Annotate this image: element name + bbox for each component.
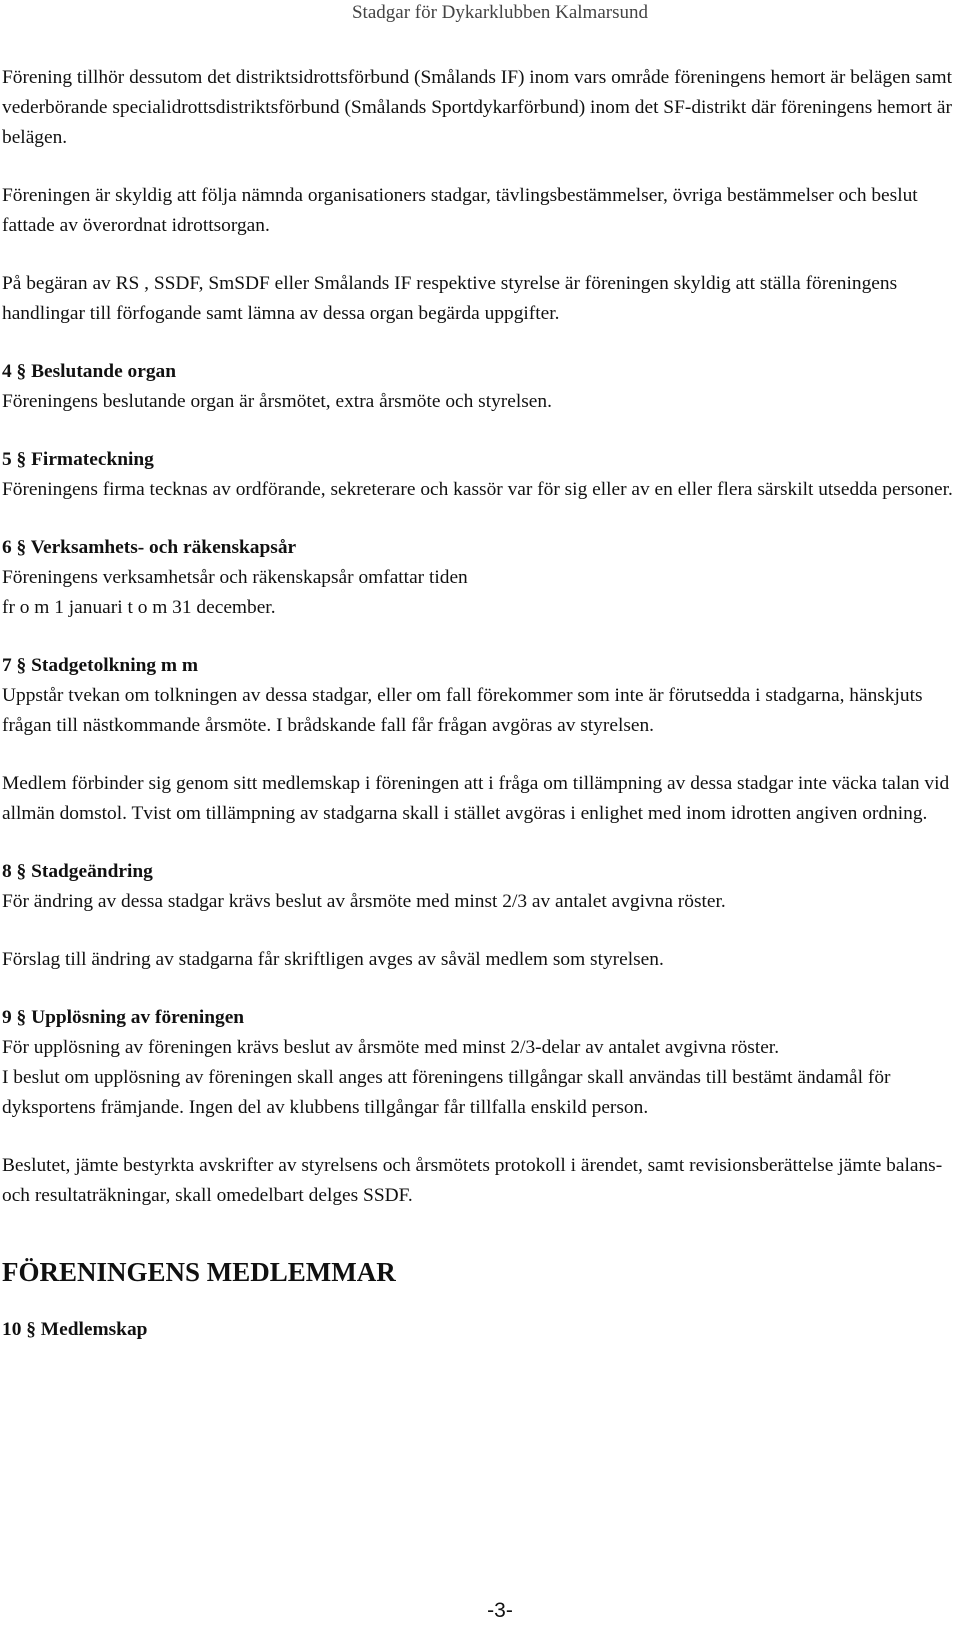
section-6-line-2: fr o m 1 januari t o m 31 december. xyxy=(2,597,276,618)
section-6-line-1: Föreningens verksamhetsår och räkenskapsår omfattar tiden xyxy=(2,567,468,588)
section-7-title: 7 § Stadgetolkning m m xyxy=(2,655,199,676)
section-9-text: För upplösning av föreningen krävs beslut av årsmöte med minst 2/3-delar av antalet avgivna röster. xyxy=(2,1037,780,1058)
section-8-text: För ändring av dessa stadgar krävs beslut av årsmöte med minst 2/3 av antalet avgivna röster. xyxy=(2,891,726,912)
document-body xyxy=(2,63,954,1345)
section-10-title: 10 § Medlemskap xyxy=(2,1319,148,1340)
section-5-title: 5 § Firmateckning xyxy=(2,449,154,470)
paragraph-documents: På begäran av RS , SSDF, SmSDF eller Smålands IF respektive styrelse är föreningen skyldig att ställa föreningens handlingar till förfogande samt lämna av dessa organ begärda uppgifter. xyxy=(2,273,898,324)
section-8-text-2: Förslag till ändring av stadgarna får skriftligen avges av såväl medlem som styrelsen. xyxy=(2,949,664,970)
paragraph-obligations: Föreningen är skyldig att följa nämnda organisationers stadgar, tävlingsbestämmelser, övriga bestämmelser och beslut fattade av överordnat idrottsorgan. xyxy=(2,185,918,236)
section-7-text: Uppstår tvekan om tolkningen av dessa stadgar, eller om fall förekommer som inte är förutsedda i stadgarna, hänskjuts frågan till nästkommande årsmöte. I brådskande fall får frågan avgöras av styrelsen. xyxy=(2,685,923,736)
section-4-title: 4 § Beslutande organ xyxy=(2,361,176,382)
section-4-text: Föreningens beslutande organ är årsmötet, extra årsmöte och styrelsen. xyxy=(2,391,552,412)
section-9-text-3: Beslutet, jämte bestyrkta avskrifter av styrelsens och årsmötets protokoll i ärendet, samt revisionsberättelse jämte balans- och resultaträkningar, skall omedelbart delges SSDF. xyxy=(2,1155,943,1206)
section-9-text-2: I beslut om upplösning av föreningen skall anges att föreningens tillgångar skall användas till bestämt ändamål för dyksportens främjande. Ingen del av klubbens tillgångar får tillfalla enskild person. xyxy=(2,1067,891,1118)
page-number: -3- xyxy=(487,1599,513,1622)
section-8-title: 8 § Stadgeändring xyxy=(2,861,153,882)
section-9-title: 9 § Upplösning av föreningen xyxy=(2,1007,245,1028)
section-6-title: 6 § Verksamhets- och räkenskapsår xyxy=(2,537,297,558)
section-5-text: Föreningens firma tecknas av ordförande, sekreterare och kassör var för sig eller av en eller flera särskilt utsedda personer. xyxy=(2,479,953,500)
page-header: Stadgar för Dykarklubben Kalmarsund xyxy=(351,2,648,23)
section-7-text-2: Medlem förbinder sig genom sitt medlemskap i föreningen att i fråga om tillämpning av dessa stadgar inte väcka talan vid allmän domstol. Tvist om tillämpning av stadgarna skall i stället avgöras i enlighet med inom idrotten angiven ordning. xyxy=(2,773,950,824)
paragraph-district-federation: Förening tillhör dessutom det distriktsidrottsförbund (Smålands IF) inom vars område föreningens hemort är belägen samt vederbörande specialidrottsdistriktsförbund (Smålands Sportdykarförbund) inom det SF-distrikt där föreningens hemort är belägen. xyxy=(2,67,952,148)
chapter-title: FÖRENINGENS MEDLEMMAR xyxy=(2,1257,396,1287)
